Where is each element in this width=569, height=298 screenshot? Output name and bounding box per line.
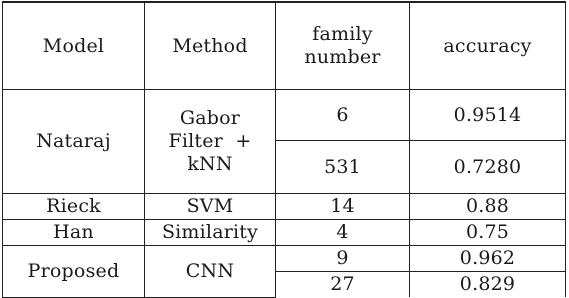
- header-method: Method: [145, 2, 276, 90]
- cell-method-nataraj: [145, 90, 276, 194]
- cell-family-number: 531: [276, 141, 410, 194]
- header-family-number-line1: family: [312, 23, 373, 45]
- cell-model-han: Han: [3, 220, 145, 246]
- cell-family-number: 6: [276, 90, 410, 141]
- method-nataraj-line3: kNN: [187, 153, 233, 175]
- header-family-number-line2: number: [304, 46, 381, 68]
- header-accuracy: accuracy: [410, 2, 566, 90]
- cell-model-nataraj: Nataraj: [3, 90, 145, 194]
- cell-accuracy: 0.75: [410, 220, 566, 246]
- table-row: [3, 194, 566, 220]
- table-row: [3, 220, 566, 246]
- cell-family-number: 14: [276, 194, 410, 220]
- method-nataraj-line1: Gabor: [179, 107, 241, 129]
- cell-accuracy: 0.7280: [410, 141, 566, 194]
- cell-method-rieck: SVM: [145, 194, 276, 220]
- cell-model-rieck: Rieck: [3, 194, 145, 220]
- cell-method-proposed: CNN: [145, 246, 276, 298]
- cell-method-han: Similarity: [145, 220, 276, 246]
- cell-family-number: 4: [276, 220, 410, 246]
- cell-model-proposed: Proposed: [3, 246, 145, 298]
- table-row: [3, 90, 566, 141]
- cell-family-number: 9: [276, 246, 410, 272]
- cell-accuracy: 0.88: [410, 194, 566, 220]
- method-nataraj-line2: Filter +: [168, 130, 252, 152]
- header-family-number: [276, 2, 410, 90]
- cell-accuracy: 0.9514: [410, 90, 566, 141]
- results-table: [2, 1, 566, 298]
- cell-family-number: 27: [276, 272, 410, 298]
- table-row: [3, 246, 566, 272]
- cell-accuracy: 0.962: [410, 246, 566, 272]
- header-row: [3, 2, 566, 90]
- header-model: Model: [3, 2, 145, 90]
- cell-accuracy: 0.829: [410, 272, 566, 298]
